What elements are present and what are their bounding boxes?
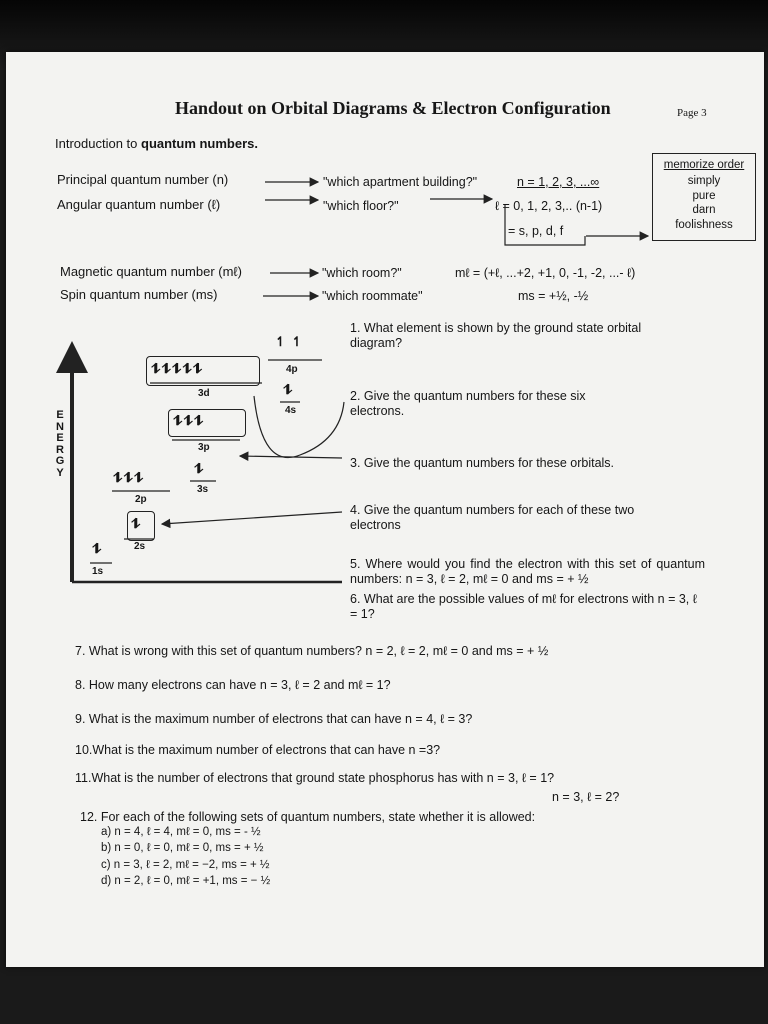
angular-label: Angular quantum number (ℓ) [57,197,221,212]
question-7: 7. What is wrong with this set of quantum numbers? n = 2, ℓ = 2, mℓ = 0 and ms = + ½ [75,644,549,658]
question-12-item: a) n = 4, ℓ = 4, mℓ = 0, ms = - ½ [101,826,261,838]
mnemonic-word: darn [692,204,716,216]
question-12-item: d) n = 2, ℓ = 0, mℓ = +1, ms = − ½ [101,875,271,887]
question-5: 5. Where would you find the electron with this set of quantum numbers: n = 3, ℓ = 2, mℓ = 0 and ms = + ½ [350,557,705,586]
orbital-3s-electrons: ⥮ [194,461,205,476]
page-title: Handout on Orbital Diagrams & Electron Configuration [175,98,611,118]
question-12-item: b) n = 0, ℓ = 0, mℓ = 0, ms = + ½ [101,842,264,854]
orbital-2s-label: 2s [134,541,146,552]
question-8: 8. How many electrons can have n = 3, ℓ = 2 and mℓ = 1? [75,678,391,692]
page-number: Page 3 [677,107,707,119]
intro-prefix: Introduction to [55,136,141,151]
energy-letter: Y [56,466,64,479]
magnetic-label: Magnetic quantum number (mℓ) [60,264,242,279]
angular-analogy: "which floor?" [323,199,399,213]
orbital-3p-label: 3p [198,442,210,453]
question-12-item: c) n = 3, ℓ = 2, mℓ = −2, ms = + ½ [101,859,270,871]
spin-label: Spin quantum number (ms) [60,287,218,302]
orbital-1s-label: 1s [92,566,104,577]
spin-values: ms = +½, -½ [518,289,589,303]
energy-axis-label [53,410,67,479]
orbital-3p-electrons: ⥮⥮⥮ [173,413,205,428]
orbital-4p-label: 4p [286,364,298,375]
magnetic-values: mℓ = (+ℓ, ...+2, +1, 0, -1, -2, ...- ℓ) [455,266,636,280]
question-11b: n = 3, ℓ = 2? [552,790,620,804]
energy-letter: E [56,432,64,444]
energy-letter: R [56,443,64,456]
spin-analogy: "which roommate" [322,289,423,303]
orbital-2p-electrons: ⥮⥮⥮ [113,470,145,485]
question-4: 4. Give the quantum numbers for each of these two electrons [350,503,635,532]
mnemonic-heading: memorize order [663,159,745,171]
energy-letter: G [55,455,65,467]
orbital-3s-label: 3s [197,484,209,495]
question-12: 12. For each of the following sets of quantum numbers, state whether it is allowed: [80,810,536,824]
question-11: 11.What is the number of electrons that ground state phosphorus has with n = 3, ℓ = 1? [75,771,555,785]
question-9: 9. What is the maximum number of electrons that can have n = 4, ℓ = 3? [75,712,473,726]
mnemonic-word: pure [692,190,716,202]
orbital-4s-label: 4s [285,405,297,416]
magnetic-analogy: "which room?" [322,266,402,280]
question-1: 1. What element is shown by the ground state orbital diagram? [350,321,642,350]
question-6: 6. What are the possible values of mℓ for electrons with n = 3, ℓ = 1? [350,592,697,621]
principal-values: n = 1, 2, 3, ...∞ [517,175,600,189]
orbital-3d-electrons: ⥮⥮⥮⥮⥮ [151,361,204,376]
question-3: 3. Give the quantum numbers for these orbitals. [350,456,615,470]
orbital-4s-electrons: ⥮ [283,382,294,397]
question-2: 2. Give the quantum numbers for these six electrons. [350,389,586,418]
principal-label: Principal quantum number (n) [57,172,229,187]
orbital-4p-electrons: ↿ ↿ [275,334,304,349]
mnemonic-word: foolishness [675,219,733,231]
mnemonic-word: simply [687,175,721,187]
orbital-3d-label: 3d [198,388,210,399]
angular-letters: = s, p, d, f [508,224,564,238]
orbital-2p-label: 2p [135,494,147,505]
energy-letter: E [56,409,64,421]
angular-values: ℓ = 0, 1, 2, 3,.. (n-1) [495,199,603,213]
intro-bold: quantum numbers. [141,136,259,151]
orbital-2s-electrons: ⥮ [131,516,142,531]
question-10: 10.What is the maximum number of electrons that can have n =3? [75,743,441,757]
orbital-1s-electrons: ⥮ [92,541,103,556]
principal-analogy: "which apartment building?" [323,175,478,189]
energy-letter: N [56,420,64,433]
